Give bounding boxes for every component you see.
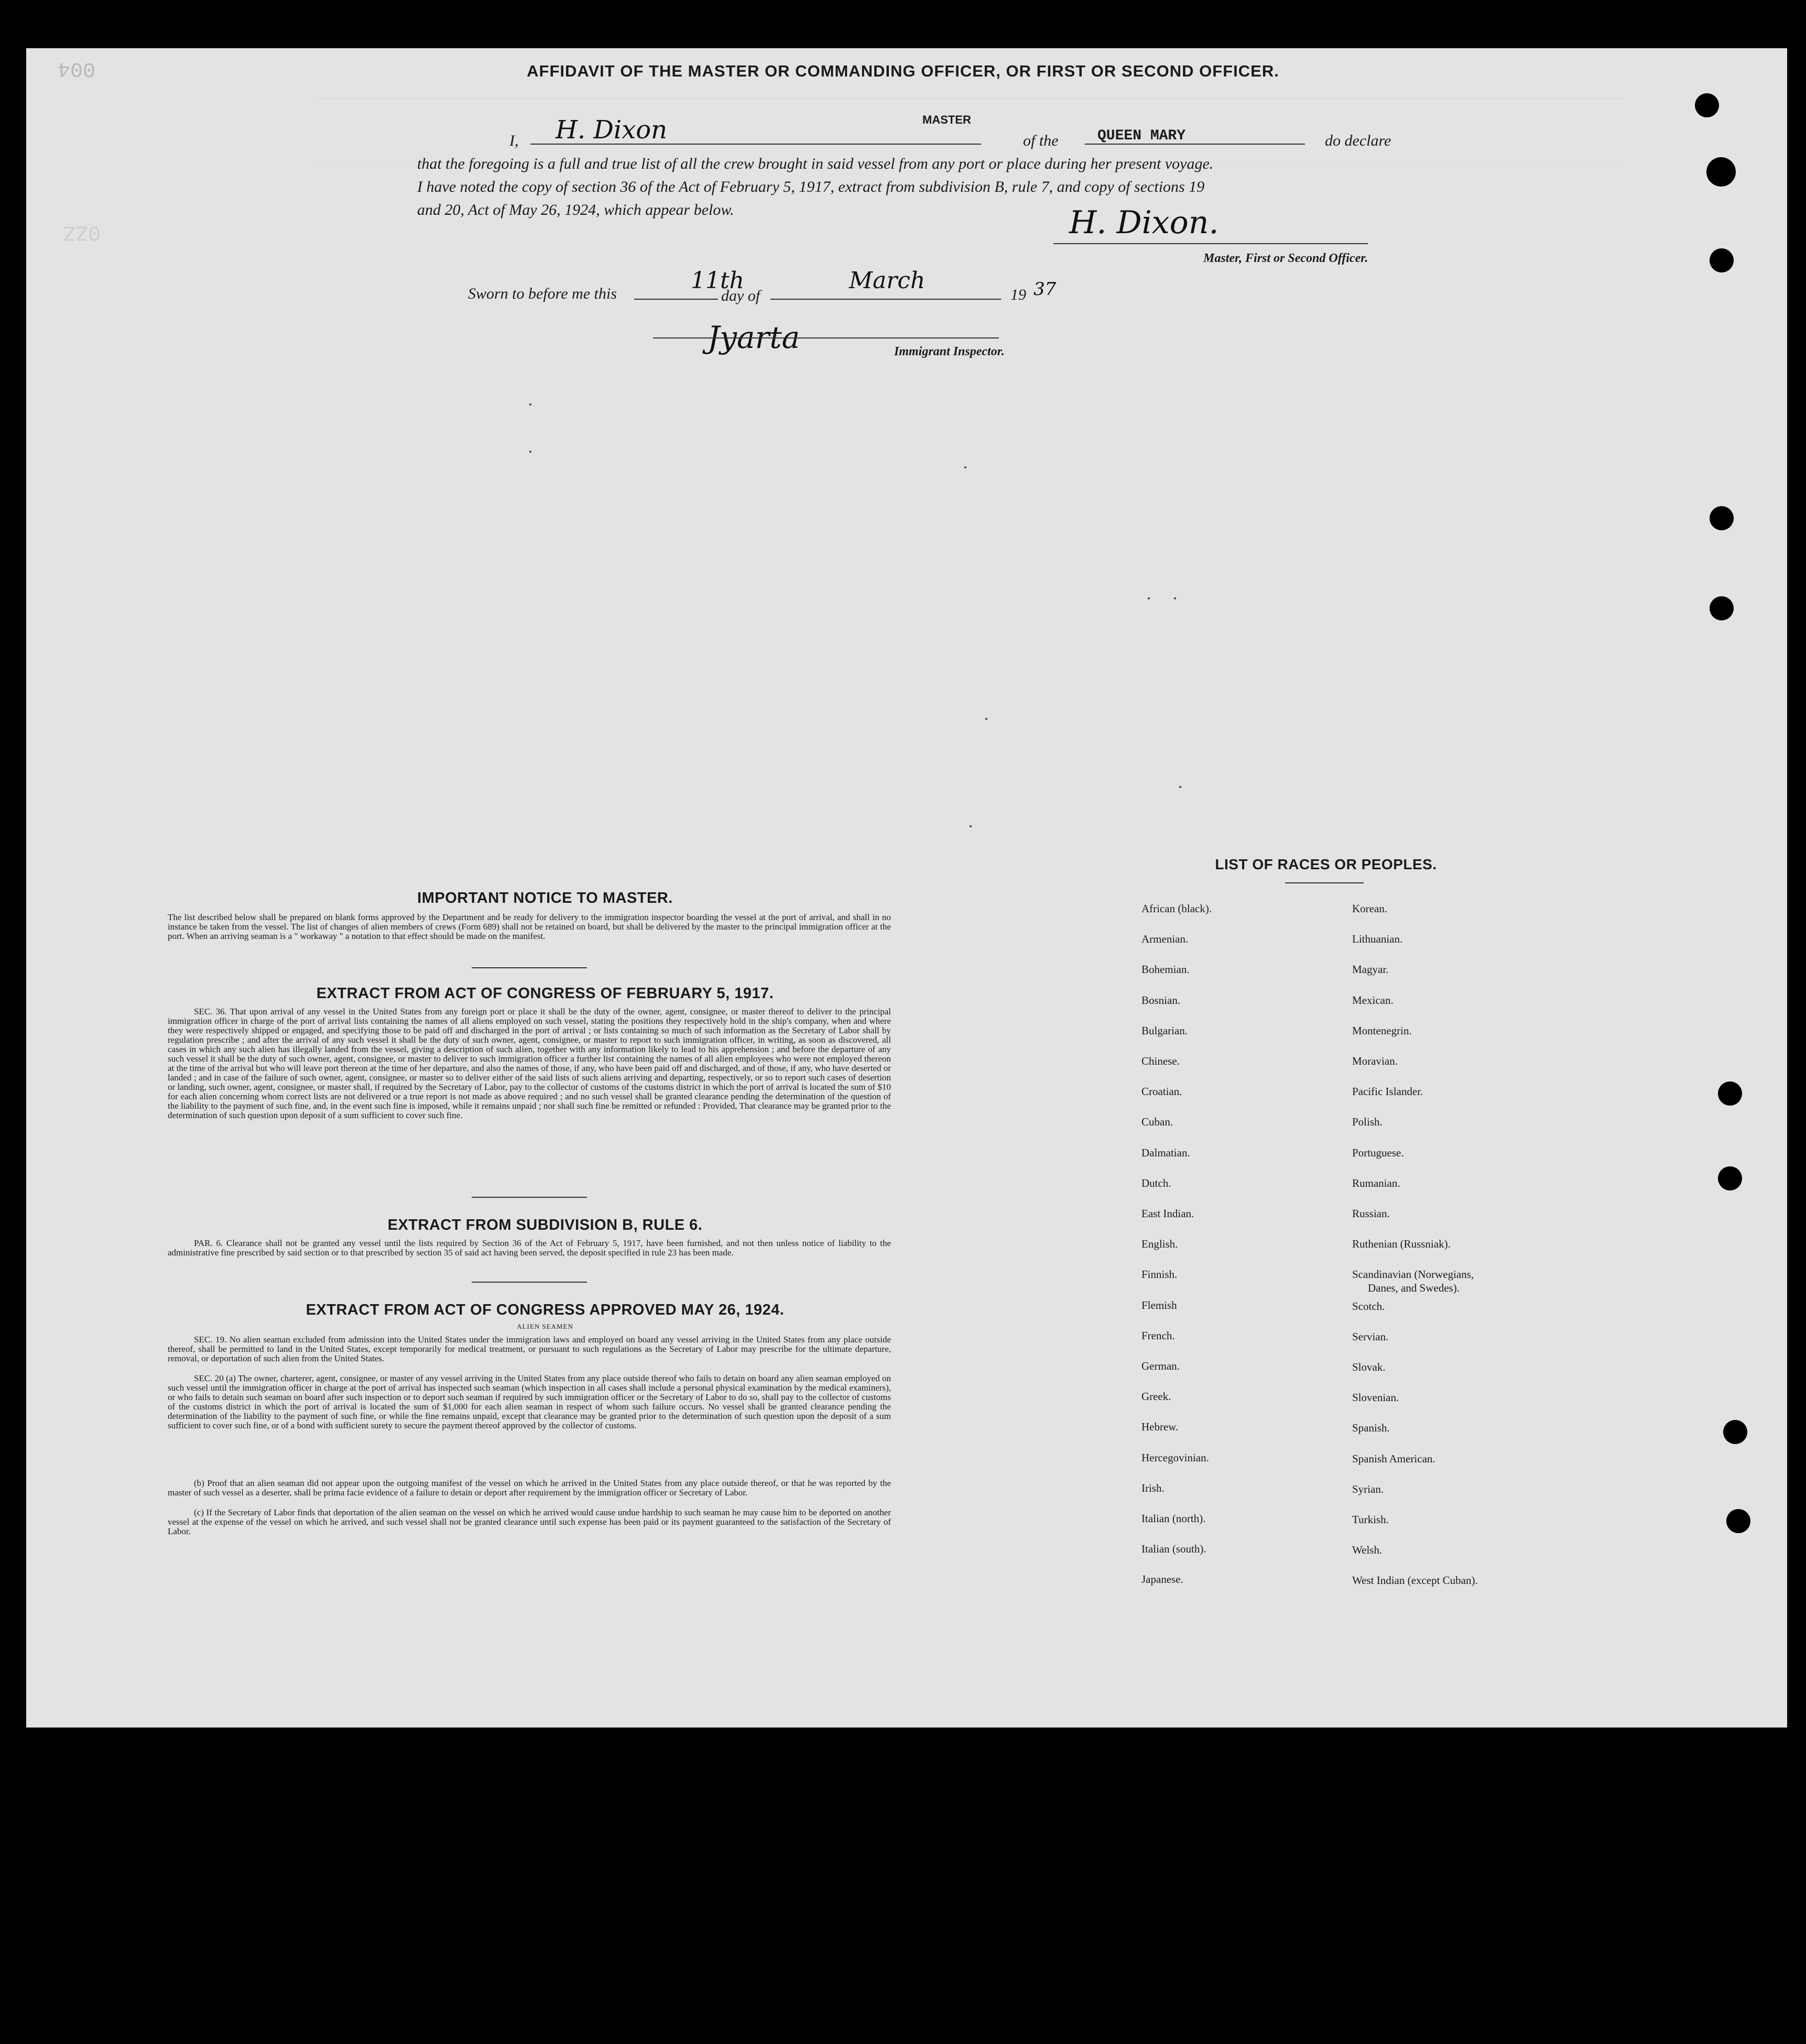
- of-the-label: of the: [1023, 132, 1059, 149]
- race-item: Finnish.: [1141, 1268, 1178, 1281]
- race-item: Bulgarian.: [1141, 1024, 1188, 1037]
- signature-line: [1053, 243, 1368, 244]
- race-item: West Indian (except Cuban).: [1352, 1574, 1478, 1587]
- year-suffix: 37: [1033, 279, 1057, 300]
- master-name-handwritten: H. Dixon: [556, 115, 668, 145]
- speck: [1174, 597, 1176, 599]
- race-item: Syrian.: [1352, 1482, 1384, 1495]
- binder-hole: [1726, 1509, 1750, 1533]
- speck: [964, 466, 966, 468]
- race-item-continuation: Danes, and Swedes).: [1368, 1282, 1460, 1294]
- race-item: Dalmatian.: [1141, 1146, 1190, 1159]
- race-item: Montenegrin.: [1352, 1024, 1412, 1037]
- faint-margin-number: 0ZZ: [63, 220, 101, 244]
- speck: [529, 403, 531, 406]
- extract-1924-sec20b: (b) Proof that an alien seaman did not appear upon the outgoing manifest of the vessel on which he arrived in the United States from any place outside thereof, or that he was reported by the master of such vessel as a deserter, shall be prima facie evidence of a failure to detain or deport after requirement by the immigration officer or Secretary of Labor.: [168, 1478, 891, 1498]
- races-heading: LIST OF RACES OR PEOPLES.: [1215, 856, 1437, 872]
- affidavit-title: AFFIDAVIT OF THE MASTER OR COMMANDING OFFICER, OR FIRST OR SECOND OFFICER.: [527, 62, 1279, 80]
- alien-seamen-subheading: ALIEN SEAMEN: [517, 1322, 573, 1330]
- divider: [472, 967, 587, 968]
- binder-hole: [1710, 506, 1734, 530]
- race-item: Mexican.: [1352, 993, 1394, 1007]
- race-item: Slovenian.: [1352, 1391, 1399, 1404]
- race-item: Spanish American.: [1352, 1452, 1435, 1465]
- race-item: Hebrew.: [1141, 1420, 1179, 1434]
- sworn-month: March: [849, 267, 926, 294]
- binder-hole: [1695, 93, 1719, 117]
- race-item: Bosnian.: [1141, 993, 1181, 1007]
- race-item: Armenian.: [1141, 933, 1189, 946]
- sworn-day: 11th: [691, 267, 745, 294]
- declaration-line-3: I have noted the copy of section 36 of the Act of February 5, 1917, extract from subdivision B, rule 7, and copy of sections 19: [417, 178, 1205, 195]
- vessel-name: QUEEN MARY: [1097, 128, 1186, 144]
- race-item: Cuban.: [1141, 1116, 1173, 1129]
- race-item: French.: [1141, 1329, 1175, 1342]
- race-item: Turkish.: [1352, 1513, 1389, 1526]
- race-item: Magyar.: [1352, 963, 1389, 976]
- extract-1924-sec20c: (c) If the Secretary of Labor finds that deportation of the alien seaman on the vessel on which he arrived would cause undue hardship to such seaman he may cause him to be deported on another vessel at the expense of the vessel on which he arrived, and such vessel shall not be granted clearance until such expense has been paid or its payment guaranteed to the satisfaction of the Secretary of Labor.: [168, 1507, 891, 1536]
- race-item: Bohemian.: [1141, 963, 1190, 976]
- binder-hole: [1718, 1081, 1742, 1106]
- race-item: Servian.: [1352, 1330, 1389, 1343]
- signature-caption: Master, First or Second Officer.: [1203, 252, 1368, 265]
- inspector-line: [653, 337, 999, 338]
- race-item: Portuguese.: [1352, 1146, 1404, 1159]
- extract-1924-heading: EXTRACT FROM ACT OF CONGRESS APPROVED MAY 26, 1924.: [306, 1302, 785, 1318]
- race-item: Rumanian.: [1352, 1176, 1400, 1189]
- binder-hole: [1706, 157, 1736, 187]
- divider: [472, 1282, 587, 1283]
- race-item: Welsh.: [1352, 1544, 1383, 1557]
- year-prefix: 19: [1010, 286, 1026, 303]
- divider: [472, 1197, 587, 1198]
- extract-1924-sec20a: SEC. 20 (a) The owner, charterer, agent, consignee, or master of any vessel arriving in the United States from any place outside thereof who fails to detain on board any alien seaman employed on such vessel until the immigration officer in charge at the port of arrival has inspected such seaman (which inspection in all cases shall include a personal physical examination by the medical examiners), or who fails to detain such seaman on board after such inspection or to deport such seaman if required by such immigration officer or the Secretary of Labor to do so, shall pay to the collector of customs of the customs district in which the port of arrival is located the sum of $1,000 for each alien seaman in respect of whom such failure occurs. No vessel shall be granted clearance pending the determination of the liability to the payment of such fine, or while the fine remains unpaid, except that clearance may be granted prior to the determination of such question upon the deposit of a sum sufficient to cover such fine, or of a bond with sufficient surety to secure the payment thereof approved by the collector of customs.: [168, 1373, 891, 1430]
- race-item: Scandinavian (Norwegians,: [1352, 1268, 1474, 1281]
- page-number-stamp: 004: [58, 57, 96, 80]
- inspector-signature: Jyarta: [708, 320, 800, 355]
- binder-hole: [1710, 248, 1734, 272]
- speck: [985, 718, 987, 720]
- race-item: Italian (south).: [1141, 1543, 1206, 1556]
- rule6-heading: EXTRACT FROM SUBDIVISION B, RULE 6.: [387, 1217, 703, 1233]
- race-item: Chinese.: [1141, 1055, 1180, 1067]
- race-item: Polish.: [1352, 1116, 1383, 1129]
- race-item: Hercegovinian.: [1141, 1451, 1209, 1464]
- i-label: I,: [509, 132, 519, 149]
- race-item: Russian.: [1352, 1207, 1390, 1220]
- race-item: Scotch.: [1352, 1299, 1385, 1313]
- race-item: Ruthenian (Russniak).: [1352, 1238, 1451, 1251]
- race-item: Italian (north).: [1141, 1512, 1206, 1525]
- divider: [1285, 882, 1364, 883]
- race-item: Spanish.: [1352, 1422, 1390, 1435]
- extract-1917-text: SEC. 36. That upon arrival of any vessel in the United States from any foreign port or place it shall be the duty of the owner, agent, consignee, or master thereof to deliver to the principal immigration officer in charge of the port of arrival lists containing the names of all aliens employed on such vessel, stating the positions they respectively hold in the ship's company, when and where they were respectively shipped or engaged, and specifying those to be paid off and discharged in the port of arrival ; or lists containing so much of such information as the Secretary of Labor shall by regulation prescribe ; and after the arrival of any such vessel it shall be the duty of such owner, agent, consignee, or master to report to such immigration officer, in writing, as soon as discovered, all cases in which any such alien has illegally landed from the vessel, giving a description of such alien, together with any information likely to lead to his apprehension ; and before the departure of any such vessel it shall be the duty of such owner, agent, consignee, or master to deliver to such immigration officer a further list containing the names of all alien employees who were not employed thereon at the time of the arrival but who will leave port thereon at the time of her departure, and also the names of those, if any, who have been paid off and discharged, and of those, if any, who have deserted or landed ; and in case of the failure of such owner, agent, consignee, or master so to deliver either of the said lists of such aliens arriving and departing, respectively, or so to report such cases of desertion or landing, such owner, agent, consignee, or master shall, if required by the Secretary of Labor, pay to the collector of customs of the customs district in which the port of arrival is located the sum of $10 for each alien concerning whom correct lists are not delivered or a true report is not made as above required ; and no such vessel shall be granted clearance pending the determination of the question of the liability to the payment of such fine, and, in the event such fine is imposed, while it remains unpaid ; nor shall such fine be remitted or refunded : Provided, That clearance may be granted prior to the determination of such question upon deposit of a sum sufficient to cover such fine.: [168, 1007, 891, 1120]
- race-item: Dutch.: [1141, 1176, 1171, 1189]
- race-item: African (black).: [1141, 902, 1212, 915]
- race-item: Flemish: [1141, 1298, 1177, 1311]
- speck: [970, 825, 972, 827]
- race-item: Irish.: [1141, 1481, 1165, 1494]
- declaration-line-4: and 20, Act of May 26, 1924, which appear below.: [417, 201, 734, 218]
- extract-1924-sec19: SEC. 19. No alien seaman excluded from admission into the United States under the immigration laws and employed on board any vessel arriving in the United States from any place outside thereof, shall be permitted to land in the United States, except temporarily for medical treatment, or pursuant to such regulations as the Secretary of Labor may prescribe for the ultimate departure, removal, or deportation of such alien from the United States.: [168, 1335, 891, 1363]
- rule6-text: PAR. 6. Clearance shall not be granted any vessel until the lists required by Section 36 of the Act of February 5, 1917, have been furnished, and not then unless notice of liability to the administrative fine prescribed by said section or to that prescribed by section 35 of said act having been served, the deposit specified in rule 23 has been made.: [168, 1238, 891, 1258]
- day-of-label: day of: [721, 287, 760, 304]
- race-item: English.: [1141, 1238, 1178, 1251]
- binder-hole: [1723, 1420, 1747, 1444]
- binder-hole: [1710, 596, 1734, 620]
- race-item: Korean.: [1352, 902, 1388, 915]
- sworn-label: Sworn to before me this: [468, 285, 617, 302]
- race-item: Moravian.: [1352, 1055, 1398, 1067]
- declaration-line-2: that the foregoing is a full and true list of all the crew brought in said vessel from any port or place during her present voyage.: [417, 155, 1214, 172]
- master-signature: H. Dixon.: [1069, 204, 1219, 241]
- speck: [1179, 786, 1181, 788]
- notice-text: The list described below shall be prepared on blank forms approved by the Department and be ready for delivery to the immigration inspector boarding the vessel at the port of arrival, and shall in no instance be taken from the vessel. The list of changes of alien members of crews (Form 689) shall not be retained on board, but shall be delivered by the master to the principal immigration officer at the port. When an arriving seaman is a " workaway " a notation to that effect should be made on the manifest.: [168, 912, 891, 941]
- race-item: German.: [1141, 1360, 1180, 1372]
- race-item: Slovak.: [1352, 1361, 1386, 1373]
- race-item: Japanese.: [1141, 1573, 1183, 1586]
- race-item: Pacific Islander.: [1352, 1085, 1423, 1098]
- rank-label: MASTER: [922, 113, 971, 126]
- inspector-caption: Immigrant Inspector.: [894, 345, 1005, 358]
- sworn-month-line: [770, 299, 1001, 300]
- speck: [1148, 597, 1150, 599]
- notice-heading: IMPORTANT NOTICE TO MASTER.: [417, 890, 673, 906]
- race-item: Greek.: [1141, 1390, 1171, 1403]
- do-declare-label: do declare: [1325, 132, 1391, 149]
- binder-hole: [1718, 1166, 1742, 1190]
- race-item: East Indian.: [1141, 1207, 1194, 1220]
- race-item: Croatian.: [1141, 1085, 1182, 1098]
- sworn-day-line: [634, 299, 718, 300]
- speck: [529, 451, 531, 453]
- extract-1917-heading: EXTRACT FROM ACT OF CONGRESS OF FEBRUARY 5, 1917.: [316, 985, 774, 1002]
- race-item: Lithuanian.: [1352, 933, 1403, 946]
